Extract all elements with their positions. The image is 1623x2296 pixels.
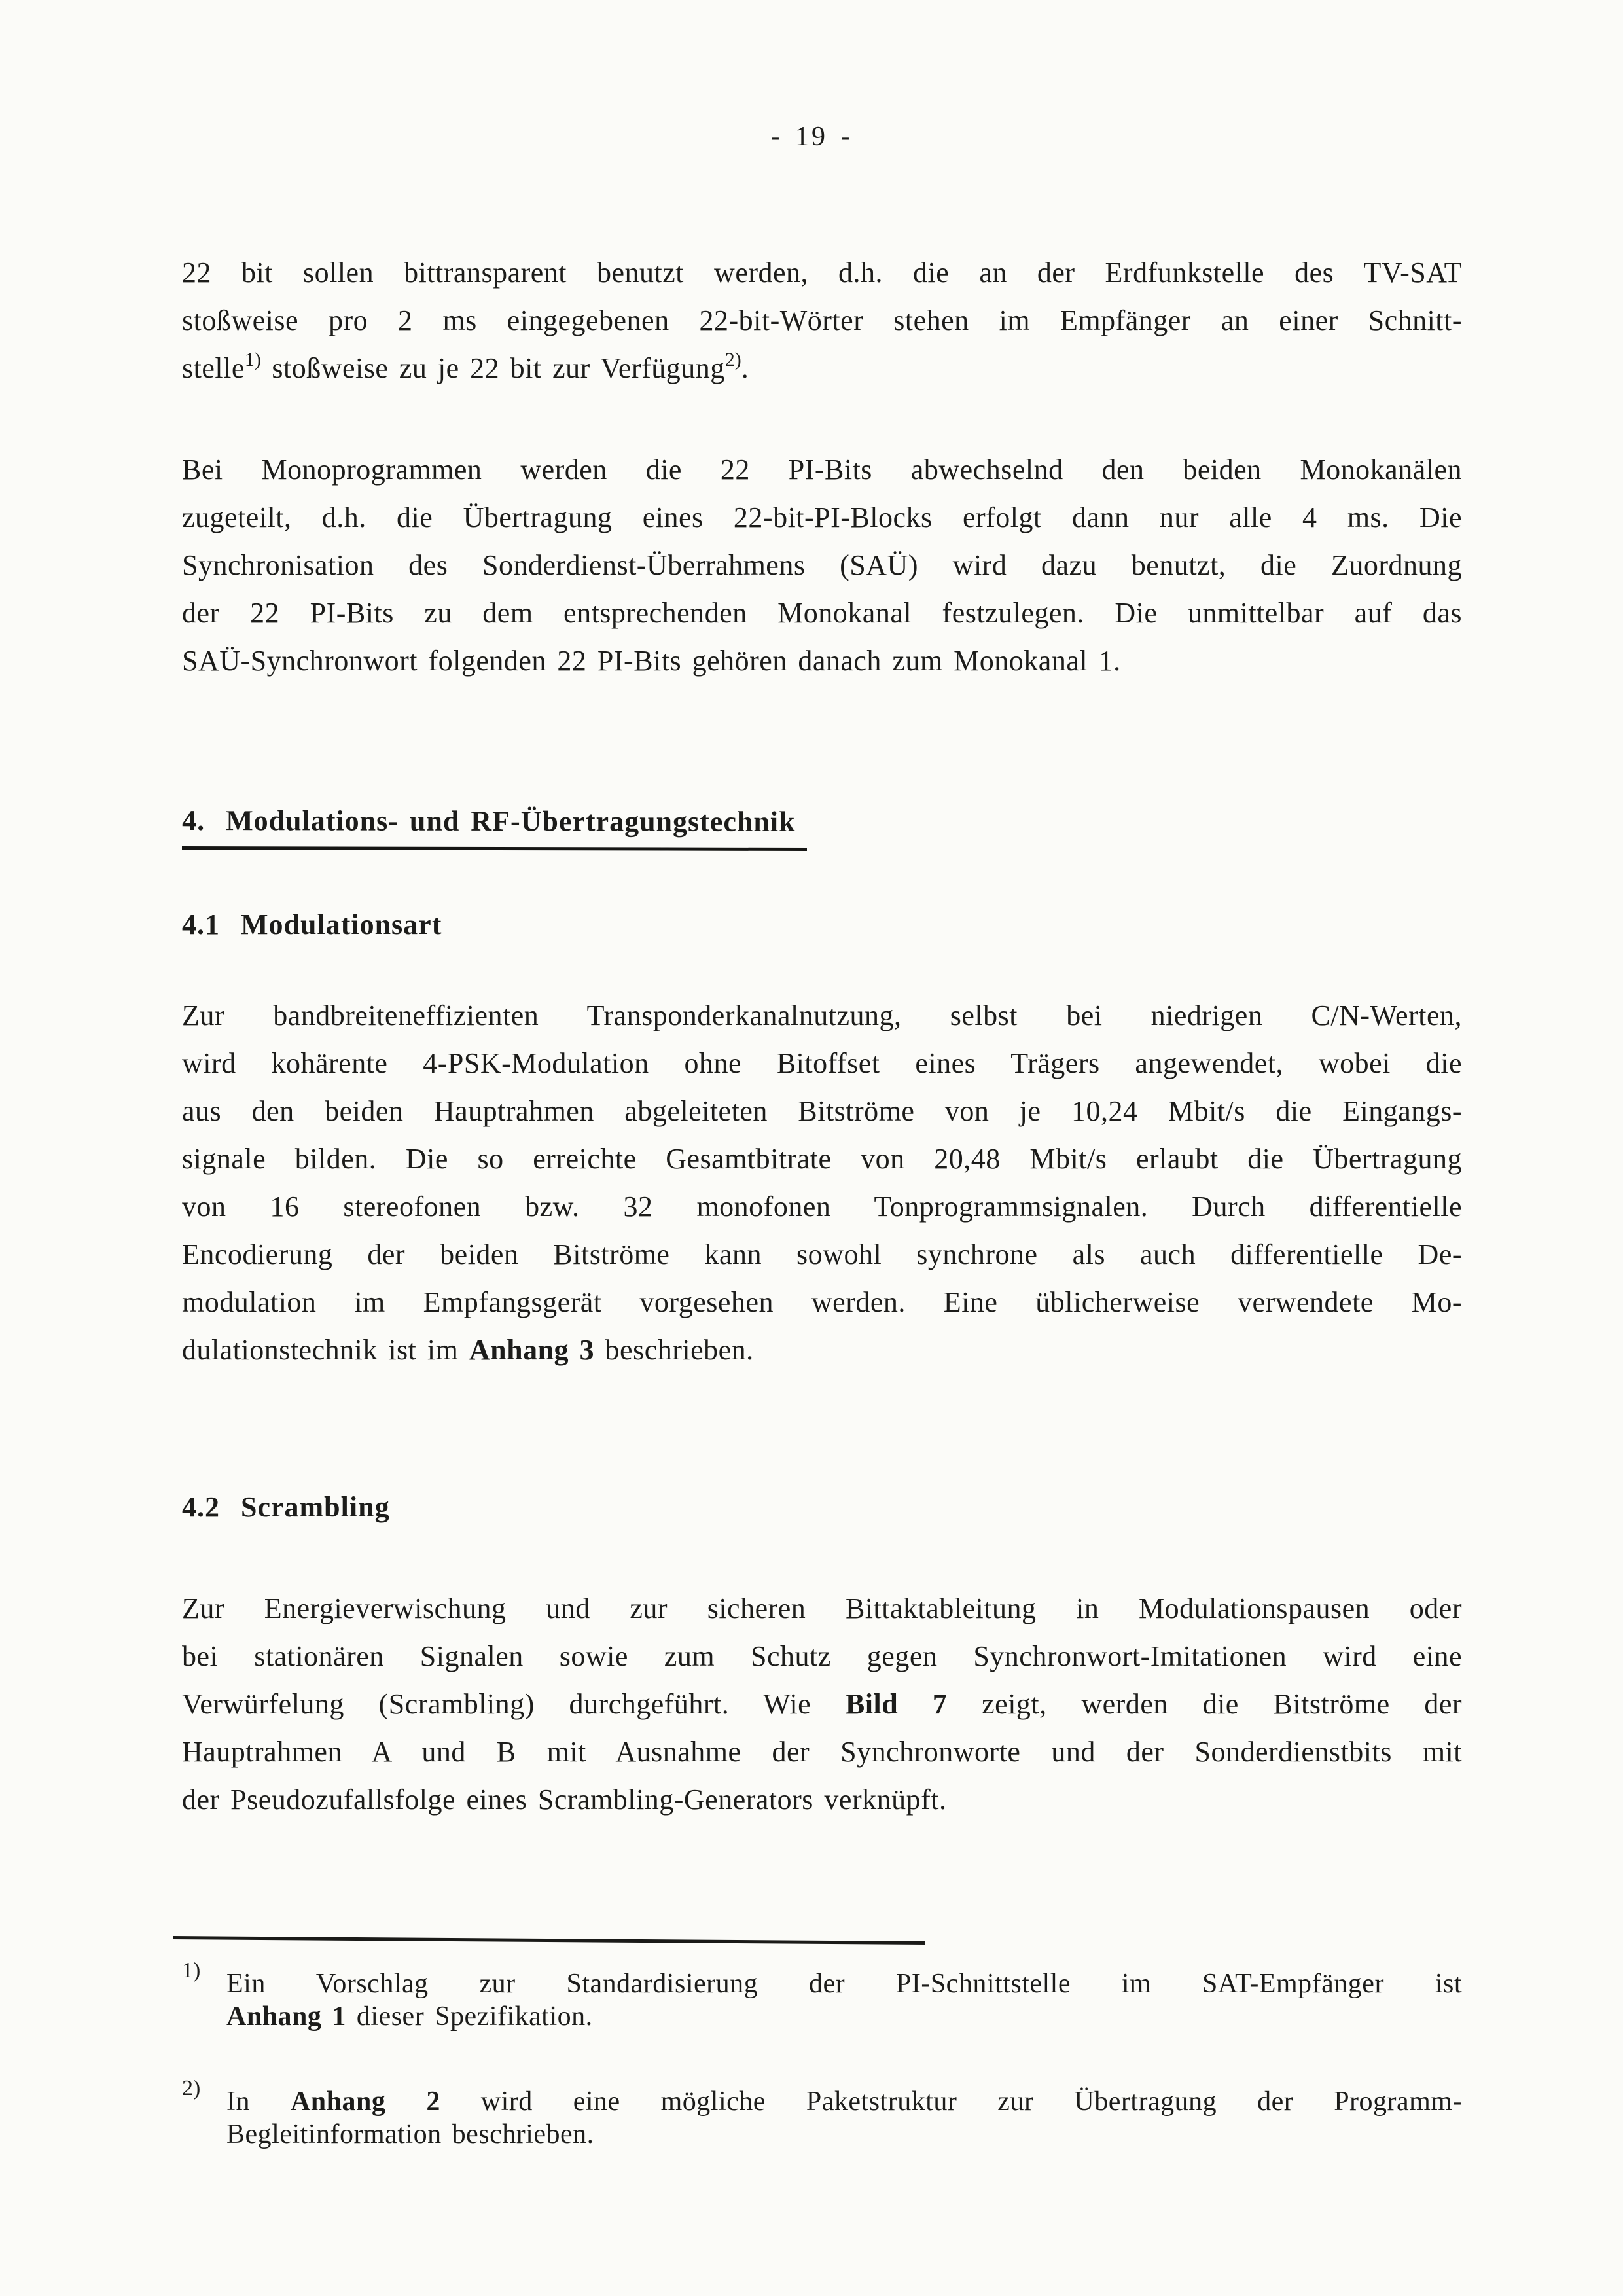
text-segment: aus den beiden Hauptrahmen abgeleiteten Bitströme von je 10,24 Mbit/s die Eingangs- <box>182 1095 1462 1127</box>
text-line <box>182 344 1462 395</box>
text-line <box>182 446 1462 493</box>
text-line <box>226 2118 1462 2151</box>
text-line <box>182 249 1462 296</box>
text-segment: signale bilden. Die so erreichte Gesamtbitrate von 20,48 Mbit/s erlaubt die Übertragung <box>182 1143 1462 1175</box>
text-line <box>182 1728 1462 1776</box>
text-segment: der 22 PI-Bits zu dem entsprechenden Monokanal festzulegen. Die unmittelbar auf das <box>182 597 1462 629</box>
section-4-2-number: 4.2 <box>182 1491 220 1523</box>
section-4-title: Modulations- und RF-Übertragungstechnik <box>226 804 796 838</box>
text-segment: SAÜ-Synchronwort folgenden 22 PI-Bits gehören danach zum Monokanal 1. <box>182 645 1121 677</box>
text-line <box>182 1326 1462 1374</box>
text-line <box>182 589 1462 637</box>
text-segment: stoßweise zu je 22 bit zur Verfügung <box>260 352 725 384</box>
text-segment: zeigt, werden die Bitströme der <box>947 1688 1462 1720</box>
text-segment: dieser Spezifikation. <box>346 2001 593 2032</box>
section-heading-4-underline <box>182 804 808 851</box>
paragraph-pi-bit-transparency <box>182 249 1462 395</box>
paragraph-monoprogramme <box>182 446 1462 685</box>
text-line <box>182 1135 1462 1183</box>
text-line <box>182 1776 1462 1823</box>
text-line <box>182 1230 1462 1278</box>
text-line <box>226 2000 1462 2033</box>
text-segment: wird eine mögliche Paketstruktur zur Übertragung der Programm- <box>440 2087 1462 2117</box>
text-segment: In <box>226 2087 291 2117</box>
section-4-1-number: 4.1 <box>182 908 220 941</box>
text-segment: Bild 7 <box>845 1688 948 1720</box>
text-line <box>182 637 1462 685</box>
text-segment: Anhang 1 <box>226 2001 346 2032</box>
text-segment: Ein Vorschlag zur Standardisierung der PI-Schnittstelle im SAT-Empfänger ist <box>226 1969 1462 1999</box>
text-line <box>182 1632 1462 1680</box>
text-line <box>182 992 1462 1039</box>
text-segment: dulationstechnik ist im <box>182 1334 469 1366</box>
text-segment: Zur Energieverwischung und zur sicheren Bittaktableitung in Modulationspausen oder <box>182 1592 1462 1624</box>
text-line <box>182 1087 1462 1135</box>
section-4-number: 4. <box>182 804 205 837</box>
footnote-1-text <box>226 1967 1462 2033</box>
text-line <box>182 1039 1462 1087</box>
footnote-ref: 2) <box>724 349 741 370</box>
text-segment: Begleitinformation beschrieben. <box>226 2119 594 2149</box>
section-heading-4-1 <box>182 908 442 941</box>
paragraph-modulationsart <box>182 992 1462 1374</box>
text-line <box>182 493 1462 541</box>
footnote-2-text <box>226 2085 1462 2151</box>
footnote-ref: 1) <box>244 349 261 370</box>
footnote-1 <box>182 1958 1462 2033</box>
text-line <box>182 541 1462 589</box>
text-segment: beschrieben. <box>594 1334 754 1366</box>
text-segment: bei stationären Signalen sowie zum Schutz gegen Synchronwort-Imitationen wird eine <box>182 1640 1462 1672</box>
text-line <box>182 1278 1462 1326</box>
section-heading-4-2 <box>182 1490 390 1524</box>
text-segment: Anhang 2 <box>290 2087 440 2117</box>
text-line <box>182 296 1462 344</box>
text-segment: zugeteilt, d.h. die Übertragung eines 22-bit-PI-Blocks erfolgt dann nur alle 4 ms. Die <box>182 501 1462 533</box>
text-segment: stoßweise pro 2 ms eingegebenen 22-bit-Wörter stehen im Empfänger an einer Schnitt- <box>182 304 1462 336</box>
text-line <box>182 1585 1462 1632</box>
text-segment: wird kohärente 4-PSK-Modulation ohne Bitoffset eines Trägers angewendet, wobei die <box>182 1047 1462 1079</box>
footnote-1-marker: 1) <box>182 1958 201 1982</box>
text-line <box>182 1680 1462 1728</box>
footnote-2-marker: 2) <box>182 2076 201 2100</box>
section-heading-4 <box>182 804 807 850</box>
page-number: - 19 - <box>770 122 853 152</box>
text-segment: Bei Monoprogrammen werden die 22 PI-Bits abwechselnd den beiden Monokanälen <box>182 454 1462 486</box>
text-line <box>226 1967 1462 2000</box>
paragraph-scrambling <box>182 1585 1462 1823</box>
section-4-2-title: Scrambling <box>241 1491 390 1523</box>
text-segment: Anhang 3 <box>469 1334 595 1366</box>
footnote-separator-rule <box>173 1936 925 1945</box>
text-segment: modulation im Empfangsgerät vorgesehen werden. Eine üblicherweise verwendete Mo- <box>182 1286 1462 1318</box>
text-segment: Zur bandbreiteneffizienten Transponderkanalnutzung, selbst bei niedrigen C/N-Werten, <box>182 999 1462 1031</box>
text-segment: 22 bit sollen bittransparent benutzt werden, d.h. die an der Erdfunkstelle des TV-SAT <box>182 257 1462 289</box>
text-segment: der Pseudozufallsfolge eines Scrambling-Generators verknüpft. <box>182 1784 947 1816</box>
text-segment: Verwürfelung (Scrambling) durchgeführt. Wie <box>182 1688 846 1720</box>
section-4-1-title: Modulationsart <box>241 908 442 941</box>
footnote-2 <box>182 2076 1462 2151</box>
text-segment: Hauptrahmen A und B mit Ausnahme der Synchronworte und der Sonderdienstbits mit <box>182 1736 1462 1768</box>
text-segment: Synchronisation des Sonderdienst-Überrahmens (SAÜ) wird dazu benutzt, die Zuordnung <box>182 549 1462 581</box>
text-segment: . <box>741 352 749 384</box>
text-segment: Encodierung der beiden Bitströme kann sowohl synchrone als auch differentielle De- <box>182 1238 1462 1270</box>
text-segment: stelle <box>182 352 245 384</box>
text-line <box>182 1183 1462 1230</box>
text-segment: von 16 stereofonen bzw. 32 monofonen Tonprogrammsignalen. Durch differentielle <box>182 1191 1462 1223</box>
text-line <box>226 2085 1462 2118</box>
